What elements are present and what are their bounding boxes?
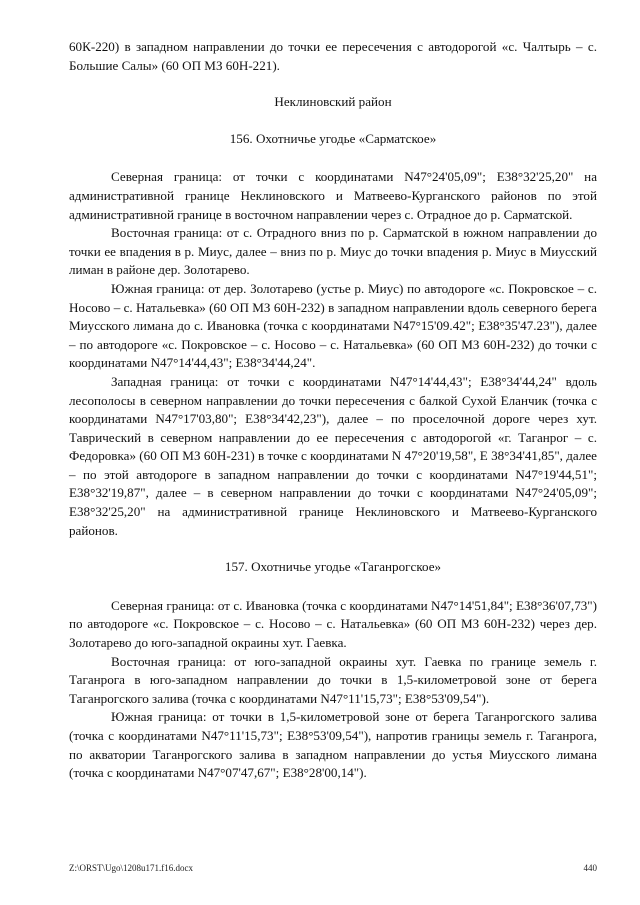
section-156-heading: 156. Охотничье угодье «Сарматское» (229, 130, 437, 146)
section-156-east-border: Восточная граница: от с. Отрадного вниз по р. Сарматской в южном направлении до точки ее впадения в р. Миус, далее – вниз по р. Миус до точки впадения р. Миус в Миусский лиман в районе дер. Золотарево. (69, 225, 597, 278)
footer-file-path: Z:\ORST\Ugo\1208u171.f16.docx (69, 863, 193, 873)
section-157-heading: 157. Охотничье угодье «Таганрогское» (224, 559, 442, 575)
section-156-south-border: Южная граница: от дер. Золотарево (устье р. Миус) по автодороге «с. Покровское – с. Носово – с. Натальевка» (60 ОП МЗ 60Н-232) в западном направлении вдоль северного берега Миусского лимана до с. Ивановка (точка с координатами N47°15'09.42"; E38°35'47.23"), далее – по автодороге «с. Покровское – с. Носово – с. Натальевка» (60 ОП МЗ 60Н-232) до точки с координатами N47°14'44,43"; E38°34'44,24". (69, 280, 597, 371)
section-156-west-border: Западная граница: от точки с координатами N47°14'44,43"; E38°34'44,24" вдоль лесополосы в северном направлении до точки пересечения с балкой Сухой Еланчик (точка с координатами N47°17'03,80"; E38°34'42,23"), далее – по проселочной дороге через хут. Таврический в северном направлении до ее пересечения с автодорогой «г. Таганрог – с. Федоровка» (60 ОП МЗ 60Н-231) в точке с координатами N 47°20'19,58", E 38°34'41,85", далее – по этой автодороге в западном направлении до точки с координатами N47°19'44,51"; E38°32'19,87", далее – в северном направлении до точки с координатами N47°24'05,09"; E38°32'25,20" на административной границе Неклиновского и Матвеево-Курганского районов. (69, 373, 597, 538)
district-heading: Неклиновский район (274, 94, 392, 110)
section-156-north-border: Северная граница: от точки с координатами N47°24'05,09"; E38°32'25,20" на административной границе Неклиновского и Матвеево-Курганского районов по этой административной границе в восточном направлении через с. Отрадное до р. Сарматской. (69, 169, 597, 222)
section-157-east-border: Восточная граница: от юго-западной окраины хут. Гаевка по границе земель г. Таганрога в юго-западном направлении до точки в 1,5-километровой зоне от берега Таганрогского залива (точка с координатами N47°11'15,73"; E38°53'09,54"). (69, 653, 597, 706)
intro-paragraph: 60К-220) в западном направлении до точки ее пересечения с автодорогой «с. Чалтырь – с. Большие Салы» (60 ОП МЗ 60Н-221). (69, 39, 597, 73)
footer-page-number: 440 (583, 863, 597, 873)
section-157-south-border: Южная граница: от точки в 1,5-километровой зоне от берега Таганрогского залива (точка с координатами N47°11'15,73"; E38°53'09,54"), напротив границы земель г. Таганрога, по акватории Таганрогского залива в западном направлении до устья Миусского лимана (точка с координатами N47°07'47,67"; E38°28'00,14"). (69, 709, 597, 781)
section-157-north-border: Северная граница: от с. Ивановка (точка с координатами N47°14'51,84"; E38°36'07,73") по автодороге «с. Покровское – с. Носово – с. Натальевка» (60 ОП МЗ 60Н-232) через дер. Золотарево до юго-западной окраины хут. Гаевка. (69, 597, 597, 651)
document-body (69, 38, 597, 783)
